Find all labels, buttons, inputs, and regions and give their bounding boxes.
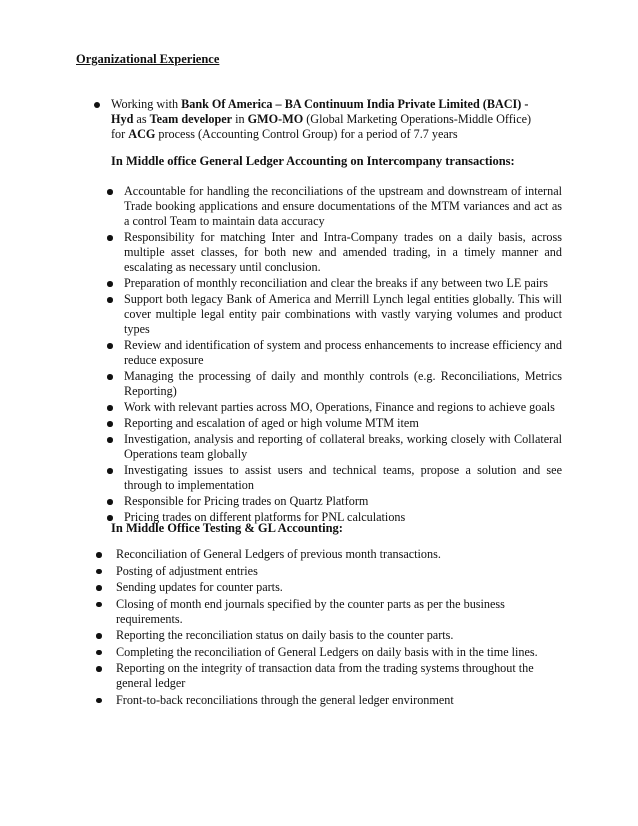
list-item-text: Managing the processing of daily and monthly controls (e.g. Reconciliations, Metrics Reporting) xyxy=(124,369,562,398)
job-description xyxy=(111,97,549,142)
section-title: Organizational Experience xyxy=(76,52,220,66)
bullet-icon xyxy=(96,569,102,575)
bullet-icon xyxy=(96,650,102,656)
list-item-text: Support both legacy Bank of America and Merrill Lynch legal entities globally. This will cover multiple legal entity pair combinations with vastly varying volumes and product types xyxy=(124,292,562,336)
list-item-text: Work with relevant parties across MO, Operations, Finance and regions to achieve goals xyxy=(124,400,555,414)
bullet-icon xyxy=(107,405,113,411)
bullet-icon xyxy=(107,421,113,427)
list-item-text: Pricing trades on different platforms for PNL calculations xyxy=(124,510,406,524)
list-item xyxy=(124,184,562,229)
job-text: as xyxy=(133,112,150,126)
list-item xyxy=(116,547,546,562)
job-line-3 xyxy=(111,127,549,142)
list-item-text: Reporting the reconciliation status on daily basis to the counter parts. xyxy=(116,628,454,642)
bullet-icon xyxy=(107,235,113,241)
list-item-text: Completing the reconciliation of General Ledgers on daily basis with in the time lines. xyxy=(116,644,538,659)
list-item-text: Review and identification of system and process enhancements to increase efficiency and reduce exposure xyxy=(124,338,562,367)
job-process: ACG xyxy=(128,127,156,141)
bullet-icon xyxy=(107,281,113,287)
job-text: in xyxy=(232,112,248,126)
bullet-icon xyxy=(96,585,102,591)
list-item-text: Reconciliation of General Ledgers of previous month transactions. xyxy=(116,547,441,561)
list-item xyxy=(124,292,562,337)
bullet-icon xyxy=(96,633,102,639)
bullet-icon xyxy=(96,666,102,672)
list-item xyxy=(124,463,562,493)
list-item-text: Posting of adjustment entries xyxy=(116,563,258,578)
bullet-icon xyxy=(107,343,113,349)
job-role: Team developer xyxy=(149,112,233,126)
list-item-text: Accountable for handling the reconciliations of the upstream and downstream of internal Trade booking applications and ensure documentations of the MTM variances and act as a control Team to maintain data accuracy xyxy=(124,184,562,228)
bullet-icon xyxy=(96,698,102,704)
list-item xyxy=(124,494,562,509)
list-item-text: Front-to-back reconciliations through the general ledger environment xyxy=(116,692,454,707)
job-text: (Global Marketing Operations-Middle Office) xyxy=(303,112,532,126)
company-name: Bank Of America – BA Continuum India Private Limited (BACI) - xyxy=(181,97,529,111)
list-item xyxy=(124,276,562,291)
job-line-1 xyxy=(111,97,549,112)
section1-heading: In Middle office General Ledger Accounting on Intercompany transactions: xyxy=(111,154,515,168)
list-item xyxy=(124,338,562,368)
list-item-text: Reporting on the integrity of transaction data from the trading systems throughout the general ledger xyxy=(116,661,534,690)
job-text: for xyxy=(111,127,129,141)
job-text: process (Accounting Control Group) for a period of 7.7 years xyxy=(155,127,458,141)
list-item xyxy=(124,400,562,415)
list-item-text: Preparation of monthly reconciliation and clear the breaks if any between two LE pairs xyxy=(124,276,549,290)
list-item xyxy=(116,564,546,579)
bullet-icon xyxy=(107,468,113,474)
bullet-icon xyxy=(107,515,113,521)
list-item-text: Investigating issues to assist users and technical teams, propose a solution and see through to implementation xyxy=(124,463,562,492)
list-item-text: Responsibility for matching Inter and Intra-Company trades on a daily basis, across multiple asset classes, for both new and amended trading, in a timely manner and escalating as necessary until conclusion. xyxy=(124,230,562,274)
list-item-text: Responsible for Pricing trades on Quartz Platform xyxy=(124,494,369,508)
list-item-text: Sending updates for counter parts. xyxy=(116,580,283,594)
job-text: Working with xyxy=(111,97,182,111)
list-item-text: Investigation, analysis and reporting of collateral breaks, working closely with Collateral Operations team globally xyxy=(124,432,562,461)
bullet-icon xyxy=(96,602,102,608)
list-item xyxy=(116,661,546,691)
list-item xyxy=(116,580,546,595)
bullet-icon xyxy=(107,297,113,303)
bullet-icon xyxy=(107,437,113,443)
list-item xyxy=(124,416,562,431)
job-line-2 xyxy=(111,112,549,127)
bullet-icon xyxy=(107,499,113,505)
list-item-text: Closing of month end journals specified by the counter parts as per the business requirements. xyxy=(116,596,505,626)
list-item xyxy=(116,693,546,708)
section2-heading: In Middle Office Testing & GL Accounting: xyxy=(111,521,343,535)
bullet-icon xyxy=(96,552,102,558)
list-item xyxy=(116,597,546,627)
list-item xyxy=(124,230,562,275)
bullet-icon xyxy=(107,374,113,380)
section2-list xyxy=(116,547,546,709)
list-item-text: Reporting and escalation of aged or high volume MTM item xyxy=(124,416,419,430)
job-bullet-icon xyxy=(94,102,100,108)
bullet-icon xyxy=(107,189,113,195)
job-city: Hyd xyxy=(111,112,134,126)
list-item xyxy=(116,645,546,660)
section1-list xyxy=(124,184,562,526)
list-item xyxy=(124,369,562,399)
list-item xyxy=(124,432,562,462)
list-item xyxy=(116,628,546,643)
job-dept: GMO-MO xyxy=(247,112,304,126)
